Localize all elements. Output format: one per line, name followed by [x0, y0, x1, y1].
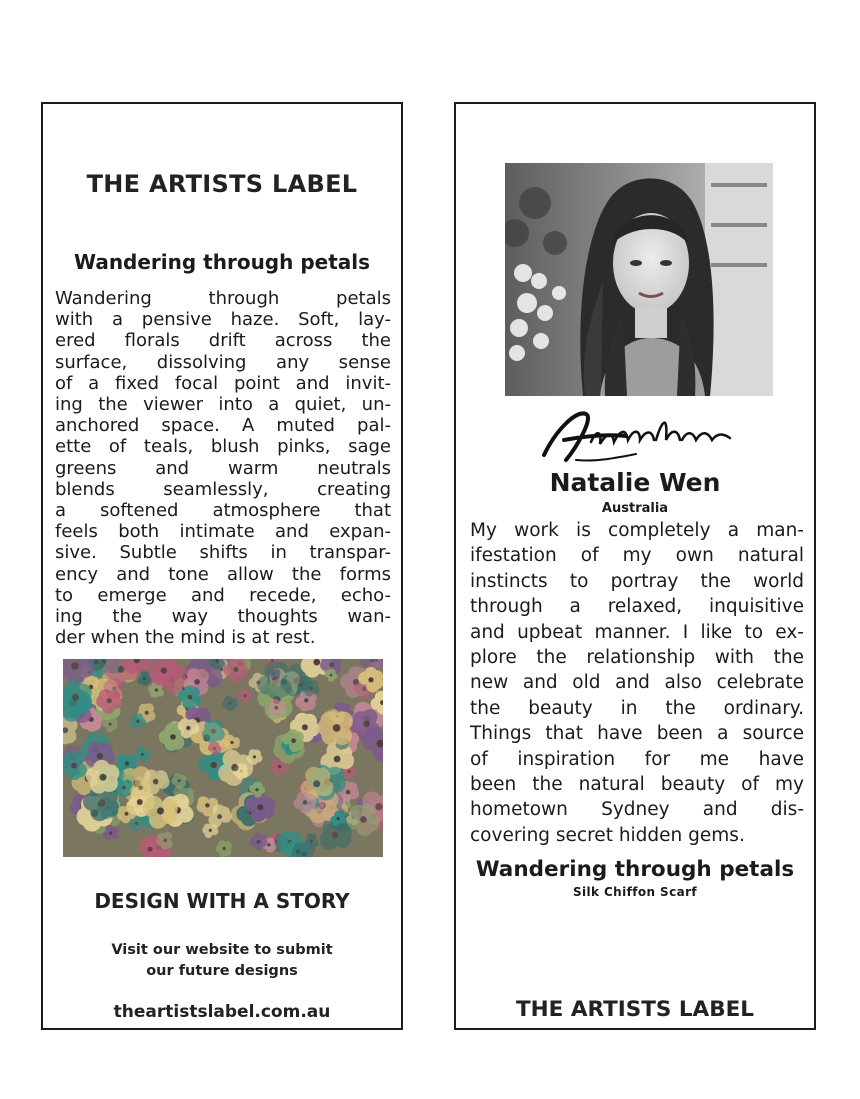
text-line: ing the viewer into a quiet, un- [55, 394, 391, 416]
text-line: ing the way thoughts wan- [55, 606, 391, 628]
text-line: anchored space. A muted pal- [55, 415, 391, 437]
text-line: with a pensive haze. Soft, lay- [55, 309, 391, 331]
visit-line: Visit our website to submit [111, 942, 333, 958]
product-type: Silk Chiffon Scarf [572, 885, 698, 899]
text-line: plore the relationship with the [470, 647, 804, 669]
text-line: through a relaxed, inquisitive [470, 596, 804, 618]
text-line: of inspiration for me have [470, 748, 804, 770]
text-line: Wandering through petals [55, 288, 391, 309]
text-line: of a fixed focal point and invit- [55, 372, 391, 394]
text-line: surface, dissolving any sense [55, 351, 391, 373]
floral-pattern-image [63, 659, 383, 857]
artist-bio [470, 518, 804, 848]
text-line: a softened atmosphere that [55, 500, 391, 522]
text-line: der when the mind is at rest. [55, 627, 316, 649]
text-line: My work is completely a man- [470, 520, 804, 541]
artist-signature-icon [536, 400, 736, 470]
text-line: ette of teals, blush pinks, sage [55, 436, 391, 458]
text-line: sive. Subtle shifts in transpar- [55, 542, 391, 564]
artwork-description [55, 288, 391, 648]
text-line: the beauty in the ordinary. [470, 697, 804, 719]
artwork-title: Wandering through petals [73, 250, 371, 274]
text-line: ered florals drift across the [55, 330, 391, 352]
text-line: been the natural beauty of my [470, 774, 804, 796]
text-line: hometown Sydney and dis- [470, 799, 804, 821]
website-link[interactable]: theartistslabel.com.au [113, 1002, 331, 1022]
text-line: feels both intimate and expan- [55, 521, 391, 543]
text-line: ency and tone allow the forms [55, 563, 391, 585]
artwork-image [63, 659, 383, 857]
brand-heading: THE ARTISTS LABEL [86, 170, 358, 198]
text-line: greens and warm neutrals [55, 457, 391, 479]
text-line: ifestation of my own natural [470, 545, 804, 567]
portrait-photo-icon [505, 163, 773, 396]
artist-country: Australia [601, 501, 669, 516]
text-line: covering secret hidden gems. [470, 824, 745, 846]
artwork-label-card [41, 102, 403, 1030]
text-line: new and old and also celebrate [470, 672, 804, 694]
text-line: to emerge and recede, echo- [55, 584, 391, 606]
text-line: blends seamlessly, creating [55, 478, 391, 500]
artist-portrait [505, 163, 773, 396]
text-line: instincts to portray the world [470, 570, 804, 592]
artist-name: Natalie Wen [549, 468, 721, 497]
artist-profile-card [454, 102, 816, 1030]
visit-line: our future designs [146, 963, 298, 979]
artwork-title: Wandering through petals [475, 857, 795, 882]
brand-footer: THE ARTISTS LABEL [516, 997, 754, 1022]
visit-message [93, 940, 351, 982]
tagline: DESIGN WITH A STORY [94, 889, 350, 913]
text-line: and upbeat manner. I like to ex- [470, 621, 804, 643]
text-line: Things that have been a source [470, 723, 804, 745]
